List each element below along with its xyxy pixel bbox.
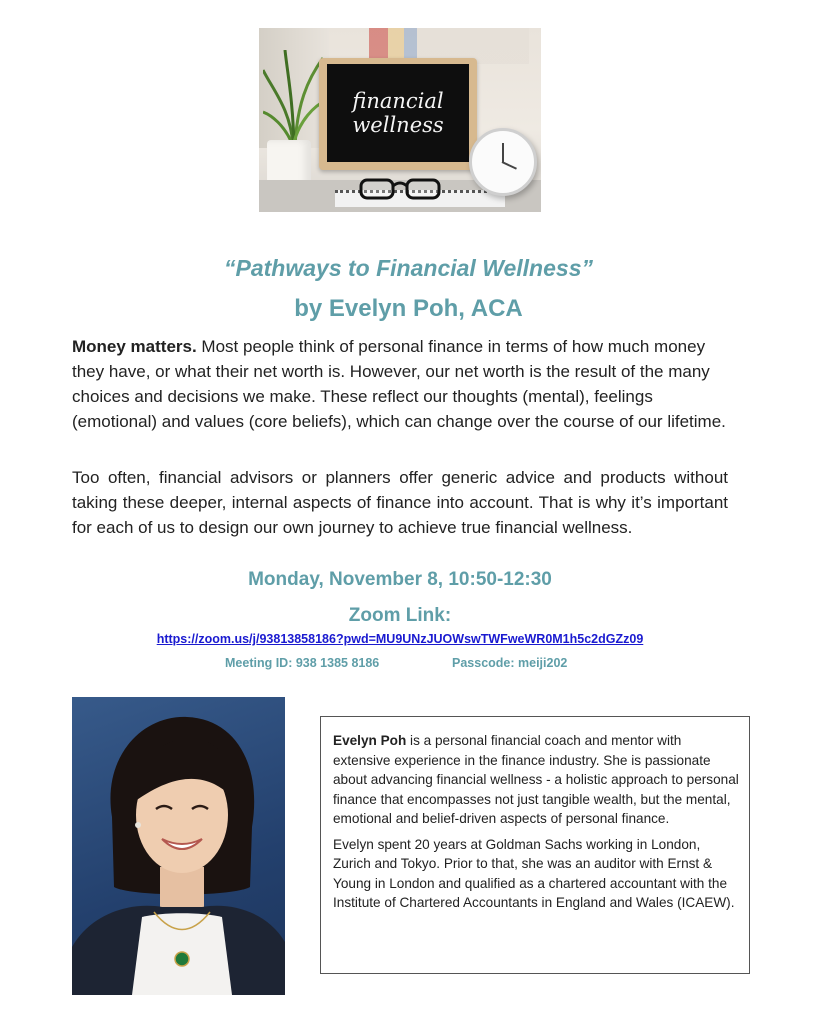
board-line-1: financial <box>352 89 444 113</box>
bio-name: Evelyn Poh <box>333 733 407 748</box>
glasses-icon <box>355 174 445 202</box>
chalkboard <box>327 64 469 162</box>
speaker-portrait-illustration <box>72 697 285 995</box>
intro-paragraph <box>72 334 728 434</box>
bio-paragraph-2: Evelyn spent 20 years at Goldman Sachs working in London, Zurich and Tokyo. Prior to that, she was an auditor with Ernst & Young in London and qualified as a chartered accountant with the Institute of Chartered Accountants in England and Wales (ICAEW). <box>333 836 735 910</box>
hero-image <box>259 28 541 212</box>
bio-text-1: is a personal financial coach and mentor with extensive experience in the finance industry. She is passionate about advancing financial wellness - a holistic approach to personal finance that encompasses not just tangible wealth, but the mental, emotional and belief-driven aspects of personal finance. <box>333 733 739 826</box>
second-paragraph: Too often, financial advisors or planners offer generic advice and products without taking these deeper, internal aspects of finance into account. That is why it’s important for each of us to design our own journey to achieve true financial wellness. <box>72 468 728 537</box>
meeting-id: Meeting ID: 938 1385 8186 <box>225 656 380 670</box>
zoom-label: Zoom Link: <box>348 605 452 626</box>
clock-icon <box>469 128 537 196</box>
zoom-link[interactable]: https://zoom.us/j/93813858186?pwd=MU9UNzJUOWswTWFweWR0M1h5c2dGZz09 <box>156 632 644 646</box>
board-line-2: wellness <box>352 113 444 137</box>
bio-paragraph-1 <box>333 731 739 829</box>
passcode: Passcode: meiji202 <box>452 656 568 670</box>
byline: by Evelyn Poh, ACA <box>294 295 523 322</box>
intro-lead: Money matters. <box>72 337 197 356</box>
zoom-link-container <box>0 632 800 646</box>
intro-text: Most people think of personal finance in terms of how much money they have, or what their net worth is. However, our net worth is the result of the many choices and decisions we make. These reflect our thoughts (mental), feelings (emotional) and values (core beliefs), which can change over the course of our lifetime. <box>72 337 726 431</box>
event-date: Monday, November 8, 10:50-12:30 <box>248 569 552 590</box>
plant-icon <box>263 50 327 146</box>
speaker-photo <box>72 697 285 995</box>
page-title: “Pathways to Financial Wellness” <box>224 255 593 281</box>
speaker-bio <box>320 716 750 974</box>
